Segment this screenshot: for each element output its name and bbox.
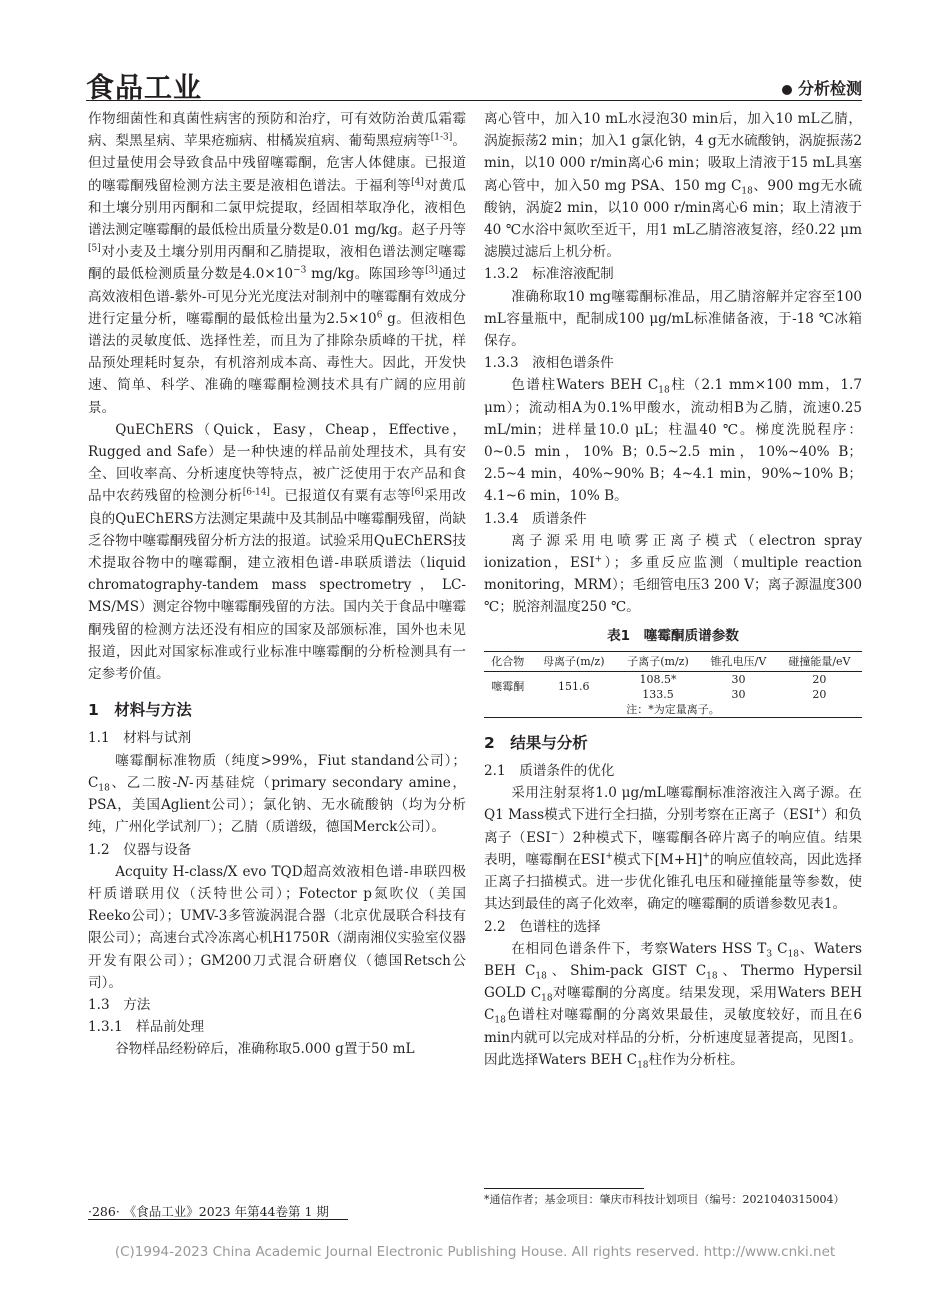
journal-logo: 食品工业 [86,71,203,104]
left-column [88,108,466,1061]
intro-paragraph-1: 作物细菌性和真菌性病害的预防和治疗，可有效防治黄瓜霜霉病、梨黑星病、苹果疮痂病、柑橘炭疽病、葡萄黑痘病等[1-3]。但过量使用会导致食品中残留噻霉酮，危害人体健康。已报道的噻霉酮残留检测方法主要是液相色谱法。于福利等[4]对黄瓜和土壤分别用丙酮和二氯甲烷提取，经固相萃取净化，液相色谱法测定噻霉酮的最低检出质量分数是0.01 mg/kg。赵子丹等[5]对小麦及土壤分别用丙酮和乙腈提取，液相色谱法测定噻霉酮的最低检测质量分数是$4.0\times 10^{-3}$ mg/kg。陈国珍等[3]通过高效液相色谱-紫外-可见分光光度法对制剂中的噻霉酮有效成分进行定量分析，噻霉酮的最低检出量为$2.5\times 10^6$ g。但液相色谱法的灵敏度低、选择性差，而且为了排除杂质峰的干扰，样品预处理耗时复杂，有机溶剂成本高、毒性大。因此，开发快速、简单、科学、准确的噻霉酮检测技术具有广阔的应用前景。 [88,111,467,416]
copyright-watermark: (C)1994-2023 China Academic Journal Electronic Publishing House. All rights reserved. http://www.cnki.net [114,1244,836,1260]
table-header: 化合物 [484,651,532,671]
heading-2-2: 2.2 色谱柱的选择 [484,918,601,935]
heading-results: 2 结果与分析 [484,733,588,752]
pretreatment-paragraph-cont: 离心管中，加入10 mL水浸泡30 min后，加入10 mL乙腈，涡旋振荡2 min；加入1 g氯化钠，4 g无水硫酸钠，涡旋振荡2 min，以10 000 r/min离心6 min；吸取上清液于15 mL具塞离心管中，加入50 mg PSA、150 mg $C_{18}$、900 mg无水硫酸钠，涡旋2 min，以10 000 r/min离心6 min；取上清液于40 ℃水浴中氮吹至近干，用1 mL乙腈溶液复溶，经0.22 μm滤膜过滤后上机分析。 [484,111,863,261]
table-cell: 108.5* [639,672,677,686]
ms-optimization-paragraph: 采用注射泵将1.0 μg/mL噻霉酮标准溶液注入离子源。在Q1 Mass模式下进行全扫描，分别考察在正离子（ESI+）和负离子（ESI−）2种模式下，噻霉酮各碎片离子的响应值。结果表明，噻霉酮在ESI+模式下[M+H]+的响应值较高，因此选择正离子扫描模式。进一步优化锥孔电压和碰撞能量等参数，使其达到最佳的离子化效率，确定的噻霉酮的质谱参数见表1。 [484,785,863,913]
ms-parameters-table [484,651,862,718]
table-header: 碰撞能量/eV [777,651,862,671]
table-note: 注：*为定量离子。 [484,702,862,718]
heading-1-1: 1.1 材料与试剂 [88,730,192,747]
table-cell: 30 [731,672,746,686]
table-cell: 30 [731,687,746,701]
section-label [782,76,862,99]
table-note-row [484,702,862,718]
footer-rule [88,1219,348,1220]
table-cell-parent-ion: 151.6 [557,680,590,694]
heading-1-3: 1.3 方法 [88,996,151,1013]
column-selection-paragraph: 在相同色谱条件下，考察Waters HSS $T_3$ $C_{18}$、Waters BEH $C_{18}$、Shim-pack GIST $C_{18}$、Thermo Hypersil GOLD $C_{18}$对噻霉酮的分离度。结果发现，采用Waters BEH $C_{18}$色谱柱对噻霉酮的分离效果最佳，灵敏度较好，而且在6 min内就可以完成对样品的分析，分析速度显著提高，见图1。因此选择Waters BEH $C_{18}$柱作为分析柱。 [484,940,863,1071]
ms-conditions-paragraph: 离子源采用电喷雾正离子模式（electron spray ionization，ESI+）；多重反应监测（multiple reaction monitoring，MRM）；毛细管电压3 200 V；离子源温度300 ℃；脱溶剂温度250 ℃。 [484,532,862,616]
table-header-row [484,651,862,671]
heading-materials-methods: 1 材料与方法 [88,701,192,720]
intro-paragraph-2: QuEChERS（Quick，Easy，Cheap，Effective，Rugged and Safe）是一种快速的样品前处理技术，具有安全、回收率高、分析速度快等特点，被广泛使用于农产品和食品中农药残留的检测分析[6-14]。已报道仅有粟有志等[6]采用改良的QuEChERS方法测定果蔬中及其制品中噻霉酮残留，尚缺乏谷物中噻霉酮残留分析方法的报道。试验采用QuEChERS技术提取谷物中的噻霉酮，建立液相色谱-串联质谱法（liquid chromatography-tandem mass spectrometry，LC-MS/MS）测定谷物中噻霉酮残留的方法。国内关于食品中噻霉酮残留的检测方法还没有相应的国家及部颁标准，国外也未见报道，因此对国家标准或行业标准中噻霉酮的分析检测具有一定参考价值。 [88,421,467,683]
page-footer [88,1202,329,1220]
journal-issue: 《食品工业》2023 年第44卷第 1 期 [123,1204,329,1219]
bullet-icon [782,85,792,95]
heading-1-3-2: 1.3.2 标准溶液配制 [484,266,614,283]
table-cell: 20 [812,687,827,701]
instruments-paragraph: Acquity H-class/X evo TQD超高效液相色谱-串联四极杆质谱联用仪（沃特世公司）；Fotector p氮吹仪（美国Reeko公司）；UMV-3多管漩涡混合器（北京优晟联合科技有限公司）；高速台式冷冻离心机H1750R（湖南湘仪实验室仪器开发有限公司）；GM200刀式混合研磨仪（德国Retsch公司）。 [88,863,466,991]
table-cell: 133.5 [642,687,674,701]
pretreatment-paragraph: 谷物样品经粉碎后，准确称取5.000 g置于50 mL [115,1041,415,1058]
standard-solution-paragraph: 准确称取10 mg噻霉酮标准品，用乙腈溶解并定容至100 mL容量瓶中，配制成100 μg/mL标准储备液，于-18 ℃冰箱保存。 [484,288,862,350]
table-header: 母离子(m/z) [532,651,616,671]
header-rule [86,100,862,101]
table-caption: 表1 噻霉酮质谱参数 [607,627,739,644]
table-cell: 20 [812,672,827,686]
lc-conditions-paragraph: 色谱柱Waters BEH $C_{18}$柱（2.1 mm×100 mm，1.7 μm）；流动相A为0.1%甲酸水，流动相B为乙腈，流速0.25 mL/min；进样量10.0 μL；柱温40 ℃。梯度洗脱程序：0~0.5 min，10% B；0.5~2.5 min，10%~40% B；2.5~4 min，40%~90% B；4~4.1 min，90%~10% B；4.1~6 min，10% B。 [484,377,862,505]
table-row [484,671,862,687]
table-header: 子离子(m/z) [616,651,700,671]
table-header: 锥孔电压/V [700,651,777,671]
footnote: *通信作者；基金项目：肇庆市科技计划项目（编号：2021040315004） [484,1193,845,1206]
heading-1-3-4: 1.3.4 质谱条件 [484,510,587,527]
footnote-rule [484,1188,644,1189]
page-number: ·286· [88,1204,120,1219]
heading-1-3-3: 1.3.3 液相色谱条件 [484,355,614,372]
right-column [484,108,862,1071]
materials-paragraph: 噻霉酮标准物质（纯度>99%，Fiut standand公司）；$C_{18}$、乙二胺-N-丙基硅烷（primary secondary amine，PSA，美国Aglient公司）；氯化钠、无水硫酸钠（均为分析纯，广州化学试剂厂）；乙腈（质谱级，德国Merck公司）。 [88,752,467,836]
heading-1-2: 1.2 仪器与设备 [88,841,192,858]
heading-1-3-1: 1.3.1 样品前处理 [88,1019,205,1036]
section-label-text: 分析检测 [797,79,862,98]
table-cell-compound: 噻霉酮 [491,680,525,694]
heading-2-1: 2.1 质谱条件的优化 [484,763,615,780]
